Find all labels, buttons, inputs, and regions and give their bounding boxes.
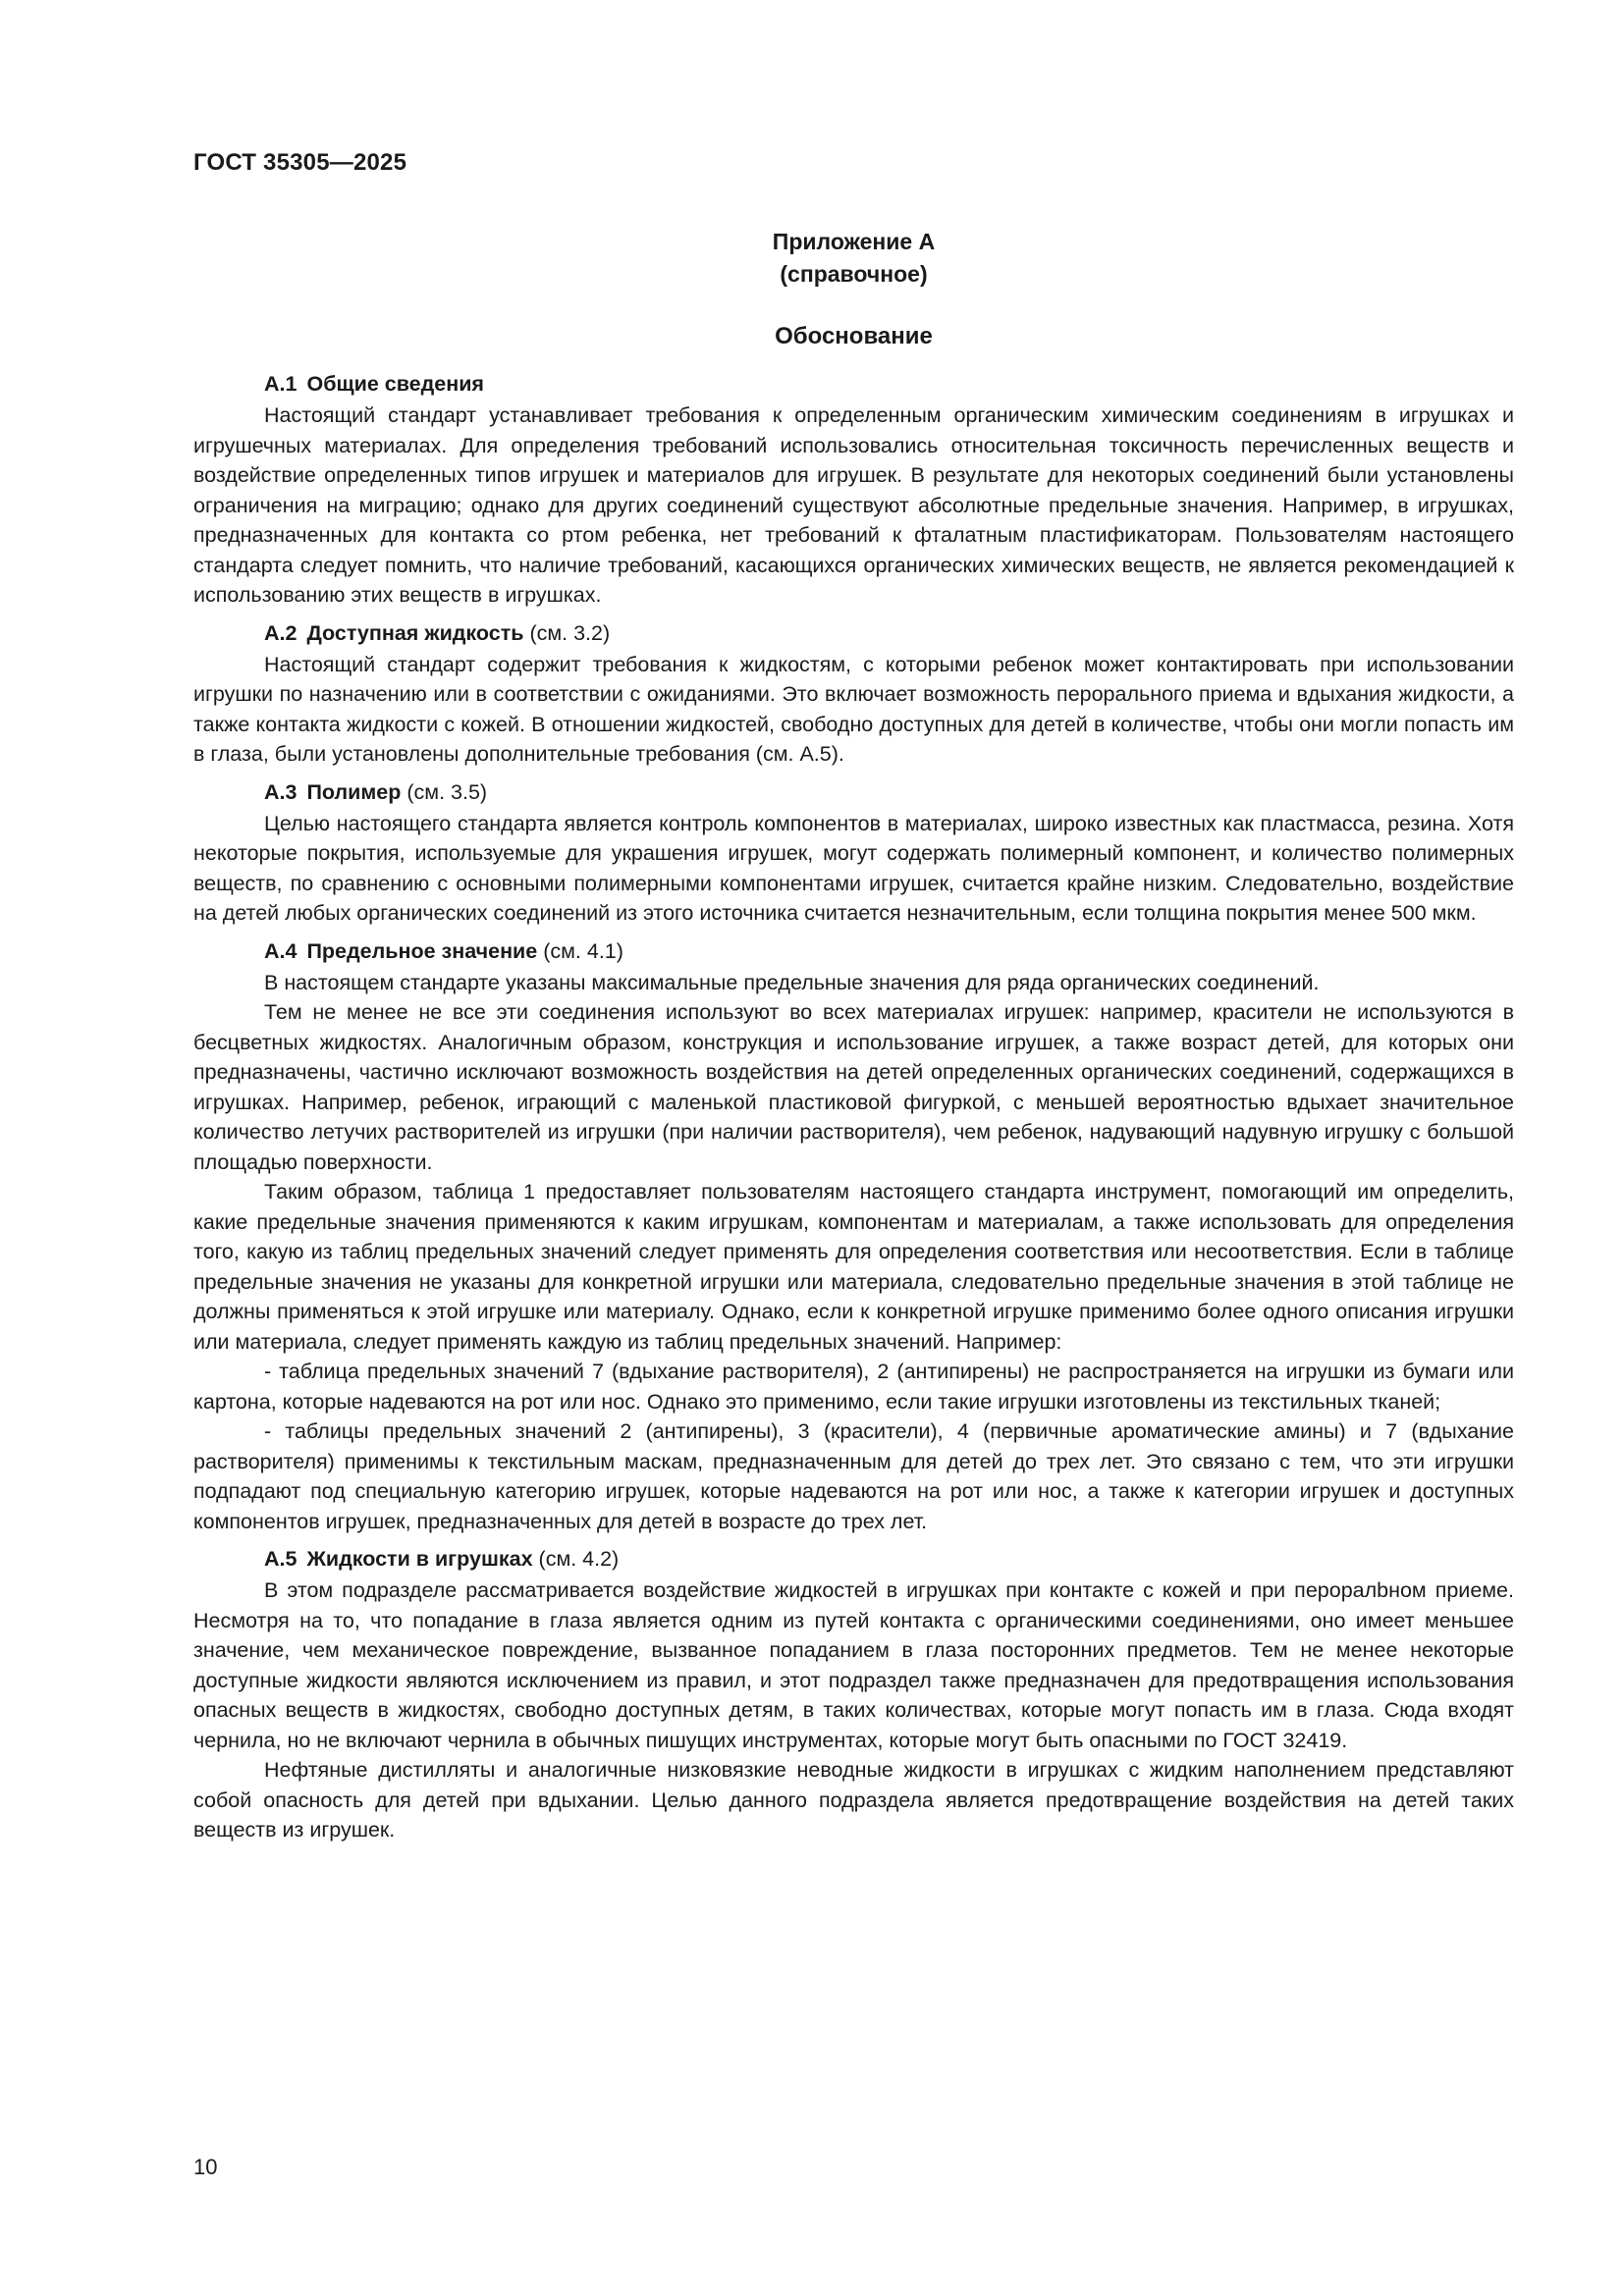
paragraph: Нефтяные дистилляты и аналогичные низковязкие неводные жидкости в игрушках с жидким наполнением представляют собой опасность для детей при вдыхании. Целью данного подраздела является предотвращение воздействия на детей таких веществ из игрушек. bbox=[193, 1758, 1514, 1842]
section-heading bbox=[193, 367, 1514, 400]
paragraph: В настоящем стандарте указаны максимальные предельные значения для ряда органических соединений. bbox=[264, 970, 1320, 994]
page-content bbox=[193, 226, 1514, 1845]
list-item-paragraph: - таблица предельных значений 7 (вдыхание растворителя), 2 (антипирены) не распространяется на игрушки из бумаги или картона, которые надеваются на рот или нос. Однако это применимо, если такие игрушки изготовлены из текстильных тканей; bbox=[193, 1360, 1514, 1414]
appendix-heading: Обоснование bbox=[775, 323, 933, 349]
paragraph: Таким образом, таблица 1 предоставляет пользователям настоящего стандарта инструмент, помогающий им определить, какие предельные значения применяются к каким игрушкам, компонентам и материалам, а также использовать для определения того, какую из таблиц предельных значений следует применять для определения соответствия или несоответствия. Если в таблице предельные значения не указаны для конкретной игрушки или материала, следовательно предельные значения в этой таблице не должны применяться к этой игрушке или материалу. Однако, если к конкретной игрушке применимо более одного описания игрушки или материала, следует применять каждую из таблиц предельных значений. Например: bbox=[193, 1180, 1514, 1354]
section-number: А.4 bbox=[264, 938, 298, 963]
section-heading bbox=[193, 775, 1514, 809]
paragraph: Целью настоящего стандарта является контроль компонентов в материалах, широко известных как пластмасса, резина. Хотя некоторые покрытия, используемые для украшения игрушек, могут содержать полимерный компонент, и количество полимерных веществ, по сравнению с основными полимерными компонентами игрушек, считается крайне низким. Следовательно, воздействие на детей любых органических соединений из этого источника считается незначительным, если толщина покрытия менее 500 мкм. bbox=[193, 811, 1514, 925]
section-number: А.5 bbox=[264, 1547, 298, 1571]
paragraph: Настоящий стандарт содержит требования к жидкостям, с которыми ребенок может контактировать при использовании игрушки по назначению или в соответствии с ожиданиями. Это включает возможность перорального приема и вдыхания жидкости, а также контакта жидкости с кожей. В отношении жидкостей, свободно доступных для детей в количестве, чтобы они могли попасть им в глаза, были установлены дополнительные требования (см. А.5). bbox=[193, 652, 1514, 766]
paragraph: В этом подразделе рассматривается воздействие жидкостей в игрушках при контакте с кожей и при пероралbном приеме. Несмотря на то, что попадание в глаза является одним из путей контакта с органическими соединениями, оно имеет меньшее значение, чем механическое повреждение, вызванное попаданием в глаза посторонних предметов. Тем не менее некоторые доступные жидкости являются исключением из правил, и этот подраздел также предназначен для предотвращения использования опасных веществ в жидкостях, свободно доступных детям, в таких количествах, которые могут попасть им в глаза. Сюда входят чернила, но не включают чернила в обычных пишущих инструментах, которые могут быть опасными по ГОСТ 32419. bbox=[193, 1578, 1514, 1752]
appendix-subtitle: (справочное) bbox=[780, 261, 928, 287]
section-title: Полимер bbox=[306, 779, 402, 804]
section-reference: (см. 3.2) bbox=[529, 620, 611, 645]
paragraph: Тем не менее не все эти соединения используют во всех материалах игрушек: например, красители не используются в бесцветных жидкостях. Аналогичным образом, конструкция и использование игрушек, а также возраст детей, для которых они предназначены, частично исключают возможность воздействия на детей определенных органических соединений, содержащихся в игрушках. Например, ребенок, играющий с маленькой пластиковой фигуркой, с меньшей вероятностью вдыхает значительное количество летучих растворителей из игрушки (при наличии растворителя), чем ребенок, надувающий надувную игрушку с большой площадью поверхности. bbox=[193, 1000, 1514, 1174]
appendix-title: Приложение А bbox=[772, 229, 936, 254]
section-title: Предельное значение bbox=[306, 938, 538, 963]
section-number: А.2 bbox=[264, 620, 298, 645]
paragraph: Настоящий стандарт устанавливает требования к определенным органическим химическим соединениям в игрушках и игрушечных материалах. Для определения требований использовались относительная токсичность перечисленных веществ и воздействие определенных типов игрушек и материалов для игрушек. В результате для некоторых соединений были установлены ограничения на миграцию; однако для других соединений существуют абсолютные предельные значения. Например, в игрушках, предназначенных для контакта со ртом ребенка, нет требований к фталатным пластификаторам. Пользователям настоящего стандарта следует помнить, что наличие требований, касающихся органических химических веществ, не является рекомендацией к использованию этих веществ в игрушках. bbox=[193, 403, 1514, 607]
section-number: А.3 bbox=[264, 779, 298, 804]
section-reference: (см. 4.1) bbox=[543, 938, 623, 963]
section-heading bbox=[193, 934, 1514, 968]
section-heading bbox=[193, 616, 1514, 650]
list-item-paragraph: - таблицы предельных значений 2 (антипирены), 3 (красители), 4 (первичные ароматические амины) и 7 (вдыхание растворителя) применимы к текстильным маскам, предназначенным для детей до трех лет. Это связано с тем, что эти игрушки подпадают под специальную категорию игрушек, которые надеваются на рот или нос, а также к категории игрушек и доступных компонентов игрушек, предназначенных для детей в возрасте до трех лет. bbox=[193, 1419, 1514, 1533]
section-heading bbox=[193, 1542, 1514, 1575]
section-number: А.1 bbox=[264, 372, 298, 396]
section-reference: (см. 3.5) bbox=[406, 779, 488, 804]
section-title: Доступная жидкость bbox=[306, 620, 524, 645]
document-id-header: ГОСТ 35305—2025 bbox=[193, 149, 407, 176]
section-title: Жидкости в игрушках bbox=[306, 1547, 533, 1571]
section-title: Общие сведения bbox=[306, 372, 484, 396]
page-number: 10 bbox=[193, 2155, 218, 2179]
section-reference: (см. 4.2) bbox=[538, 1547, 620, 1571]
